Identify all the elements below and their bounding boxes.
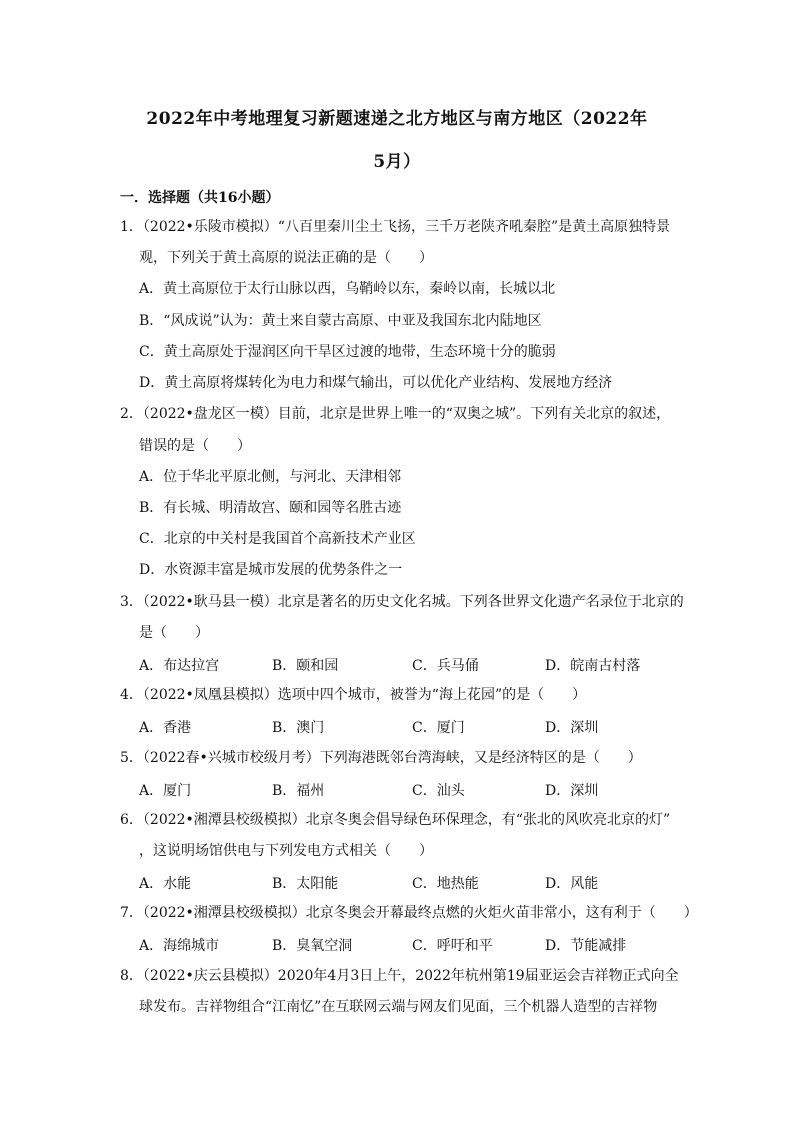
question-3-option-a: A．布达拉宫 (139, 658, 220, 674)
question-6-option-b: B．太阳能 (272, 876, 339, 892)
question-6-option-a: A．水能 (139, 876, 192, 892)
question-7-option-b: B．臭氧空洞 (272, 938, 353, 954)
question-1-stem: 1．（2022•乐陵市模拟）“八百里秦川尘土飞扬，三千万老陕齐吼秦腔”是黄土高原独特景 (120, 219, 671, 235)
question-5-option-d: D．深圳 (545, 783, 599, 799)
page-title-line-2: 5月） (373, 152, 421, 172)
question-1-option-c: C．黄土高原处于湿润区向干旱区过渡的地带，生态环境十分的脆弱 (139, 344, 556, 360)
question-3-option-c: C．兵马俑 (412, 658, 479, 674)
question-8-stem-cont: 球发布。吉祥物组合“江南忆”在互联网云端与网友们见面，三个机器人造型的吉祥物 (139, 999, 658, 1015)
question-5-option-b: B．福州 (272, 783, 325, 799)
question-4-option-c: C．厦门 (412, 720, 465, 736)
question-5-stem: 5．（2022春•兴城市校级月考）下列海港既邻台湾海峡，又是经济特区的是（ ） (120, 750, 642, 766)
question-4-option-d: D．深圳 (545, 720, 599, 736)
question-4-stem: 4．（2022•凤凰县模拟）选项中四个城市，被誉为“海上花园”的是（ ） (120, 687, 587, 703)
question-2-stem-cont: 错误的是（ ） (139, 438, 251, 454)
question-1-stem-cont: 观，下列关于黄土高原的说法正确的是（ ） (139, 250, 433, 266)
question-8-stem: 8．（2022•庆云县模拟）2020年4月3日上午，2022年杭州第19届亚运会吉祥物正式向全 (120, 968, 679, 984)
question-4-option-a: A．香港 (139, 720, 192, 736)
question-2-option-b: B．有长城、明清故宫、颐和园等名胜古迹 (139, 500, 402, 516)
question-3-option-d: D．皖南古村落 (545, 658, 641, 674)
question-6-stem: 6．（2022•湘潭县校级模拟）北京冬奥会倡导绿色环保理念，有“张北的风吹亮北京的灯” (120, 812, 671, 828)
question-2-option-c: C．北京的中关村是我国首个高新技术产业区 (139, 531, 416, 547)
page-title-line-1: 2022年中考地理复习新题速递之北方地区与南方地区（2022年 (146, 109, 648, 129)
question-5-option-a: A．厦门 (139, 783, 192, 799)
question-4-option-b: B．澳门 (272, 720, 325, 736)
question-3-stem: 3．（2022•耿马县一模）北京是著名的历史文化名城。下列各世界文化遗产名录位于北京的 (120, 594, 684, 610)
question-7-option-d: D．节能减排 (545, 938, 627, 954)
question-1-option-d: D．黄土高原将煤转化为电力和煤气输出，可以优化产业结构、发展地方经济 (139, 375, 613, 391)
question-3-option-b: B．颐和园 (272, 658, 339, 674)
question-6-stem-cont: ，这说明场馆供电与下列发电方式相关（ ） (139, 843, 433, 859)
question-1-option-a: A．黄土高原位于太行山脉以西，乌鞘岭以东，秦岭以南，长城以北 (139, 281, 556, 297)
question-2-option-a: A．位于华北平原北侧，与河北、天津相邻 (139, 469, 402, 485)
question-2-stem: 2．（2022•盘龙区一模）目前，北京是世界上唯一的“双奥之城”。下列有关北京的叙述， (120, 406, 671, 422)
question-7-option-a: A．海绵城市 (139, 938, 220, 954)
question-7-stem: 7．（2022•湘潭县校级模拟）北京冬奥会开幕最终点燃的火炬火苗非常小，这有利于（ ） (120, 905, 698, 921)
question-1-option-b: B．“风成说”认为：黄土来自蒙古高原、中亚及我国东北内陆地区 (139, 313, 542, 329)
question-2-option-d: D．水资源丰富是城市发展的优势条件之一 (139, 562, 403, 578)
question-6-option-c: C．地热能 (412, 876, 479, 892)
question-6-option-d: D．风能 (545, 876, 599, 892)
question-3-stem-cont: 是（ ） (139, 625, 209, 641)
question-7-option-c: C．呼吁和平 (412, 938, 493, 954)
section-heading: 一．选择题（共16小题） (120, 190, 280, 206)
question-5-option-c: C．汕头 (412, 783, 465, 799)
